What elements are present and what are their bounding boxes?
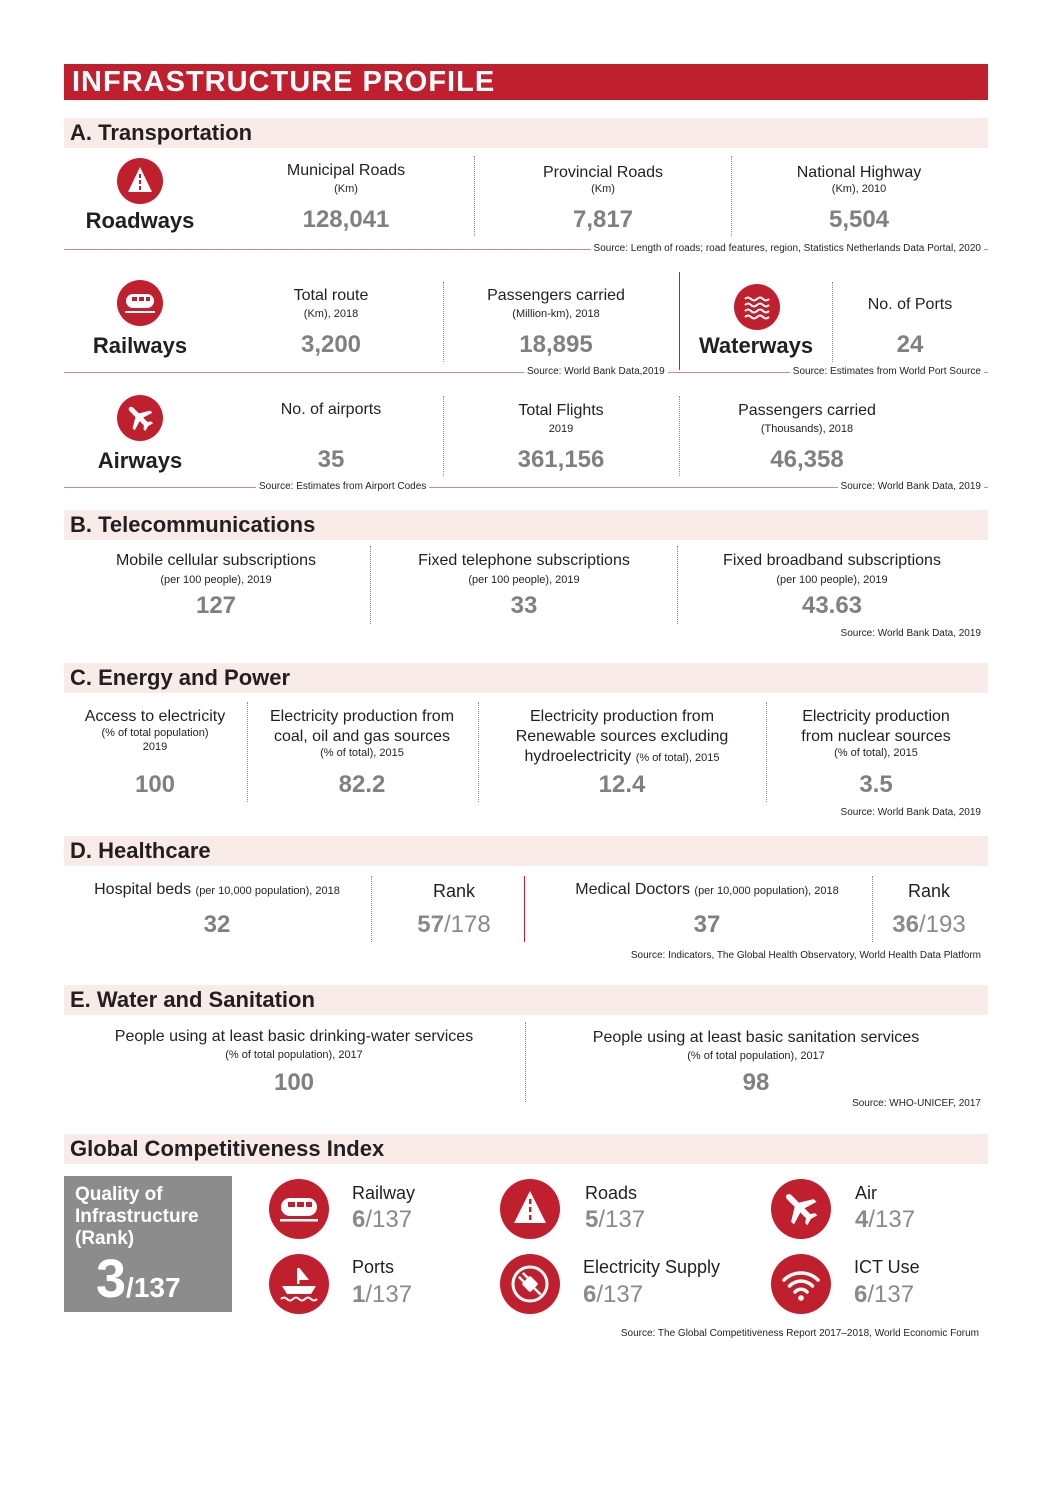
drinking-water-value: 100 — [273, 1069, 315, 1096]
sanitation-label: People using at least basic sanitation services — [592, 1029, 920, 1046]
provincial-roads-label: Provincial Roads — [542, 164, 664, 181]
gci-air-value — [855, 1206, 915, 1234]
total-route-sub: (Km), 2018 — [303, 308, 359, 320]
divider — [731, 156, 732, 236]
nuclear-production-sub: (% of total), 2015 — [834, 747, 918, 759]
gci-air-rank: 4 — [855, 1206, 869, 1233]
beds-rank-value — [384, 911, 524, 939]
rail-passengers-label: Passengers carried — [487, 287, 625, 304]
section-transportation — [64, 118, 988, 148]
page-title: INFRASTRUCTURE PROFILE — [72, 66, 496, 98]
water-source: Source: WHO-UNICEF, 2017 — [849, 1098, 984, 1109]
renewable-production-label-3: hydroelectricity — [524, 748, 632, 765]
municipal-roads-sub: (Km) — [334, 183, 358, 195]
provincial-roads-sub: (Km) — [591, 183, 615, 195]
gci-air-total: /137 — [868, 1206, 916, 1233]
total-flights-sub: 2019 — [548, 423, 574, 435]
road-icon — [500, 1179, 560, 1239]
gci-railway-value — [352, 1206, 412, 1234]
beds-rank-label: Rank — [432, 881, 476, 901]
gci-railway-total: /137 — [365, 1206, 413, 1233]
section-energy — [64, 663, 988, 693]
roadways-source: Source: Length of roads; road features, region, Statistics Netherlands Data Portal, 2020 — [591, 243, 984, 254]
divider — [677, 546, 678, 624]
fossil-production-label: Electricity production from — [269, 708, 455, 725]
mobile-subscriptions-label: Mobile cellular subscriptions — [115, 552, 317, 569]
gci-roads-total: /137 — [598, 1206, 646, 1233]
divider — [525, 1022, 526, 1102]
mobile-subscriptions-value: 127 — [195, 592, 237, 619]
section-heading: A. Transportation — [70, 120, 253, 145]
gci-ict-rank: 6 — [854, 1281, 868, 1308]
fossil-production-sub: (% of total), 2015 — [320, 747, 404, 759]
section-healthcare — [64, 836, 988, 866]
hospital-beds-heading — [66, 881, 368, 899]
electricity-access-sub: (% of total population) — [101, 727, 209, 739]
renewable-production-sub: (% of total), 2015 — [635, 752, 720, 764]
telecom-source: Source: World Bank Data, 2019 — [838, 628, 984, 639]
airplane-icon — [771, 1179, 831, 1239]
doctors-value: 37 — [693, 911, 721, 938]
nuclear-production-label-2: from nuclear sources — [801, 728, 951, 745]
gci-source: Source: The Global Competitiveness Report 2017–2018, World Economic Forum — [620, 1328, 979, 1339]
total-flights-value: 361,156 — [517, 446, 605, 473]
gci-ict-total: /137 — [867, 1281, 915, 1308]
electricity-access-label: Access to electricity — [84, 708, 226, 725]
section-gci — [64, 1134, 988, 1164]
mobile-subscriptions-sub: (per 100 people), 2019 — [160, 574, 272, 586]
divider — [872, 876, 873, 942]
national-highway-label: National Highway — [796, 164, 922, 181]
section-heading: D. Healthcare — [70, 838, 211, 863]
water-icon — [734, 284, 780, 330]
doctors-rank-label: Rank — [907, 881, 951, 901]
plug-icon — [500, 1254, 560, 1314]
wifi-icon — [771, 1254, 831, 1314]
gci-roads-rank: 5 — [585, 1206, 599, 1233]
divider — [247, 702, 248, 802]
section-heading: C. Energy and Power — [70, 665, 291, 690]
drinking-water-label: People using at least basic drinking-water services — [114, 1028, 474, 1045]
energy-source: Source: World Bank Data, 2019 — [838, 807, 984, 818]
quality-rank-value — [96, 1248, 181, 1310]
national-highway-value: 5,504 — [828, 206, 890, 233]
provincial-roads-value: 7,817 — [572, 206, 634, 233]
red-divider — [679, 272, 680, 370]
rail-passengers-value: 18,895 — [519, 331, 593, 358]
gci-electricity-rank: 6 — [583, 1281, 597, 1308]
gci-air-label: Air — [855, 1183, 877, 1203]
airports-count-value: 35 — [317, 446, 345, 473]
drinking-water-sub: (% of total population), 2017 — [225, 1049, 363, 1061]
gci-ports-label: Ports — [352, 1257, 395, 1277]
fossil-production-label-2: coal, oil and gas sources — [273, 728, 451, 745]
airplane-icon — [117, 395, 163, 441]
fossil-production-value: 82.2 — [338, 771, 386, 798]
hospital-beds-sub: (per 10,000 population), 2018 — [195, 885, 340, 897]
fixed-broadband-label: Fixed broadband subscriptions — [723, 552, 941, 569]
airports-source: Source: Estimates from Airport Codes — [256, 481, 429, 492]
waterways-source: Source: Estimates from World Port Source — [790, 366, 984, 377]
section-heading: E. Water and Sanitation — [70, 987, 315, 1012]
quality-total: /137 — [126, 1272, 181, 1303]
gci-railway-label: Railway — [352, 1183, 416, 1203]
fixed-telephone-sub: (per 100 people), 2019 — [468, 574, 580, 586]
gci-electricity-label: Electricity Supply — [583, 1257, 721, 1277]
renewable-production-label-2: Renewable sources excluding — [515, 728, 729, 745]
gci-electricity-total: /137 — [596, 1281, 644, 1308]
train-icon — [269, 1179, 329, 1239]
ship-icon — [269, 1254, 329, 1314]
doctors-heading — [540, 881, 874, 899]
electricity-access-value: 100 — [134, 771, 176, 798]
fixed-broadband-sub: (per 100 people), 2019 — [776, 574, 888, 586]
title-bar — [64, 64, 988, 100]
doctors-sub: (per 10,000 population), 2018 — [694, 885, 839, 897]
beds-rank-total: /178 — [443, 911, 491, 938]
divider — [478, 702, 479, 802]
renewable-production-label: Electricity production from — [529, 708, 715, 725]
gci-electricity-value — [583, 1281, 643, 1309]
rail-passengers-sub: (Million-km), 2018 — [512, 308, 600, 320]
airports-count-label: No. of airports — [280, 401, 382, 418]
section-heading: B. Telecommunications — [70, 512, 316, 537]
quality-infrastructure-box — [64, 1176, 232, 1312]
divider — [832, 282, 833, 362]
municipal-roads-value: 128,041 — [302, 206, 390, 233]
renewable-production-line-3 — [492, 748, 752, 766]
fixed-broadband-value: 43.63 — [801, 592, 863, 619]
ports-count-label: No. of Ports — [867, 296, 953, 313]
ports-count-value: 24 — [896, 331, 924, 358]
gci-roads-value — [585, 1206, 645, 1234]
municipal-roads-label: Municipal Roads — [286, 162, 406, 179]
section-heading: Global Competitiveness Index — [70, 1136, 385, 1161]
airways-label: Airways — [97, 448, 183, 473]
air-passengers-sub: (Thousands), 2018 — [760, 423, 854, 435]
gci-ports-rank: 1 — [352, 1281, 366, 1308]
total-route-value: 3,200 — [300, 331, 362, 358]
divider — [766, 702, 767, 802]
airways-source: Source: World Bank Data, 2019 — [838, 481, 984, 492]
air-passengers-value: 46,358 — [770, 446, 844, 473]
doctors-rank-total: /193 — [918, 911, 966, 938]
road-icon — [117, 158, 163, 204]
sanitation-sub: (% of total population), 2017 — [687, 1050, 825, 1062]
hospital-beds-value: 32 — [203, 911, 231, 938]
railways-label: Railways — [92, 333, 188, 358]
gci-ict-label: ICT Use — [854, 1257, 920, 1277]
doctors-rank-value — [874, 911, 984, 939]
beds-rank: 57 — [417, 911, 444, 938]
quality-rank: 3 — [96, 1249, 127, 1309]
hospital-beds-label: Hospital beds — [94, 881, 192, 898]
quality-label: Quality of Infrastructure (Rank) — [75, 1184, 199, 1249]
air-passengers-label: Passengers carried — [738, 402, 876, 419]
divider — [474, 156, 475, 236]
fixed-telephone-value: 33 — [510, 592, 538, 619]
section-water — [64, 985, 988, 1015]
divider — [443, 396, 444, 476]
health-source: Source: Indicators, The Global Health Observatory, World Health Data Platform — [628, 950, 984, 961]
railways-source: Source: World Bank Data,2019 — [524, 366, 668, 377]
fixed-telephone-label: Fixed telephone subscriptions — [418, 552, 630, 569]
total-flights-label: Total Flights — [518, 402, 604, 419]
divider — [371, 876, 372, 942]
sanitation-value: 98 — [742, 1069, 770, 1096]
divider — [370, 546, 371, 624]
section-telecommunications — [64, 510, 988, 540]
renewable-production-value: 12.4 — [598, 771, 646, 798]
gci-roads-label: Roads — [585, 1183, 638, 1203]
gci-ict-value — [854, 1281, 914, 1309]
electricity-access-year: 2019 — [142, 741, 168, 753]
divider — [443, 282, 444, 362]
red-divider — [524, 876, 525, 942]
doctors-rank: 36 — [892, 911, 919, 938]
roadways-label: Roadways — [85, 208, 195, 233]
nuclear-production-label: Electricity production — [802, 708, 950, 725]
total-route-label: Total route — [293, 287, 369, 304]
gci-ports-value — [352, 1281, 412, 1309]
waterways-label: Waterways — [698, 333, 814, 358]
train-icon — [117, 280, 163, 326]
doctors-label: Medical Doctors — [575, 881, 690, 898]
nuclear-production-value: 3.5 — [859, 771, 893, 798]
gci-ports-total: /137 — [365, 1281, 413, 1308]
national-highway-sub: (Km), 2010 — [831, 183, 887, 195]
divider — [679, 396, 680, 476]
gci-railway-rank: 6 — [352, 1206, 366, 1233]
